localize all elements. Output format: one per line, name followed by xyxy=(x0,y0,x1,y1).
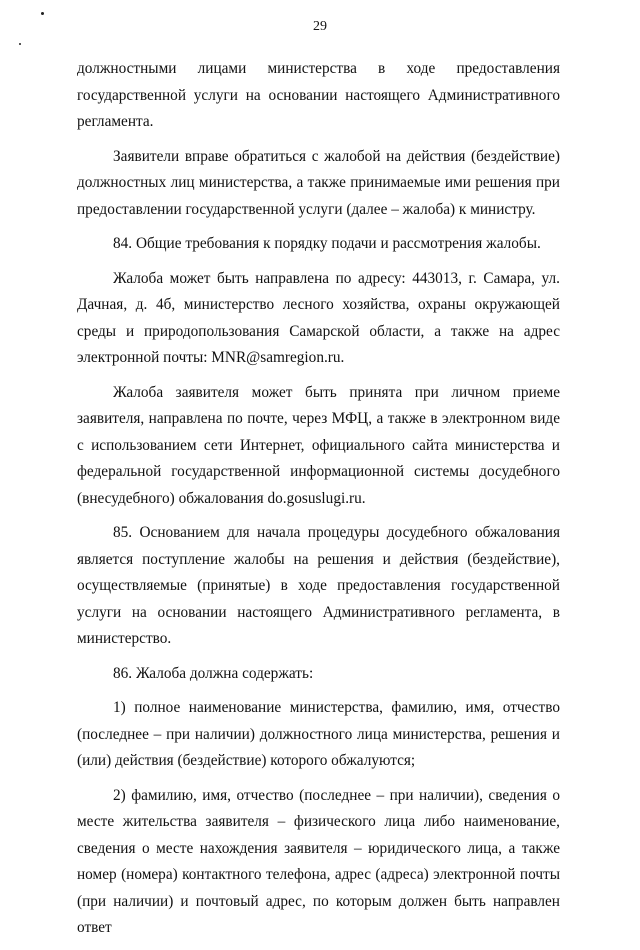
body-text xyxy=(77,56,560,950)
paragraph-86-item-2: 2) фамилию, имя, отчество (последнее – при наличии), сведения о месте жительства заявителя – физического лица либо наименование, сведения о месте нахождения заявителя – юридического лица, а также номер (номера) контактного телефона, адрес (адреса) электронной почты (при наличии) и почтовый адрес, по которым должен быть направлен ответ xyxy=(77,786,560,936)
paragraph-applicants-right: Заявители вправе обратиться с жалобой на действия (бездействие) должностных лиц министерства, а также принимаемые ими решения при предоставлении государственной услуги (далее – жалоба) к министру. xyxy=(77,147,560,218)
paragraph-85: 85. Основанием для начала процедуры досудебного обжалования является поступление жалобы на решения и действия (бездействие), осуществляемые (принятые) в ходе предоставления государственной услуги на основании настоящего Административного регламента, в министерство. xyxy=(77,524,560,647)
page-number: 29 xyxy=(313,19,327,34)
paragraph-complaint-channels: Жалоба заявителя может быть принята при личном приеме заявителя, направлена по почте, через МФЦ, а также в электронном виде с использованием сети Интернет, официального сайта министерства и федеральной государственной информационной системы досудебного (внесудебного) обжалования do.gosuslugi.ru. xyxy=(77,383,560,507)
scan-dot-mark xyxy=(41,12,44,15)
paragraph-86-item-1: 1) полное наименование министерства, фамилию, имя, отчество (последнее – при наличии) должностного лица министерства, решения и (или) действия (бездействие) которого обжалуются; xyxy=(77,699,560,769)
paragraph-continuation: должностными лицами министерства в ходе предоставления государственной услуги на основании настоящего Административного регламента. xyxy=(77,60,560,130)
paragraph-86-heading: 86. Жалоба должна содержать: xyxy=(113,664,314,682)
paragraph-84-heading: 84. Общие требования к порядку подачи и рассмотрения жалобы. xyxy=(113,235,541,252)
scan-dot-mark xyxy=(19,43,21,45)
paragraph-complaint-address: Жалоба может быть направлена по адресу: 443013, г. Самара, ул. Дачная, д. 4б, министерство лесного хозяйства, охраны окружающей среды и природопользования Самарской области, а также на адрес электронной почты: MNR@samregion.ru. xyxy=(77,269,560,366)
